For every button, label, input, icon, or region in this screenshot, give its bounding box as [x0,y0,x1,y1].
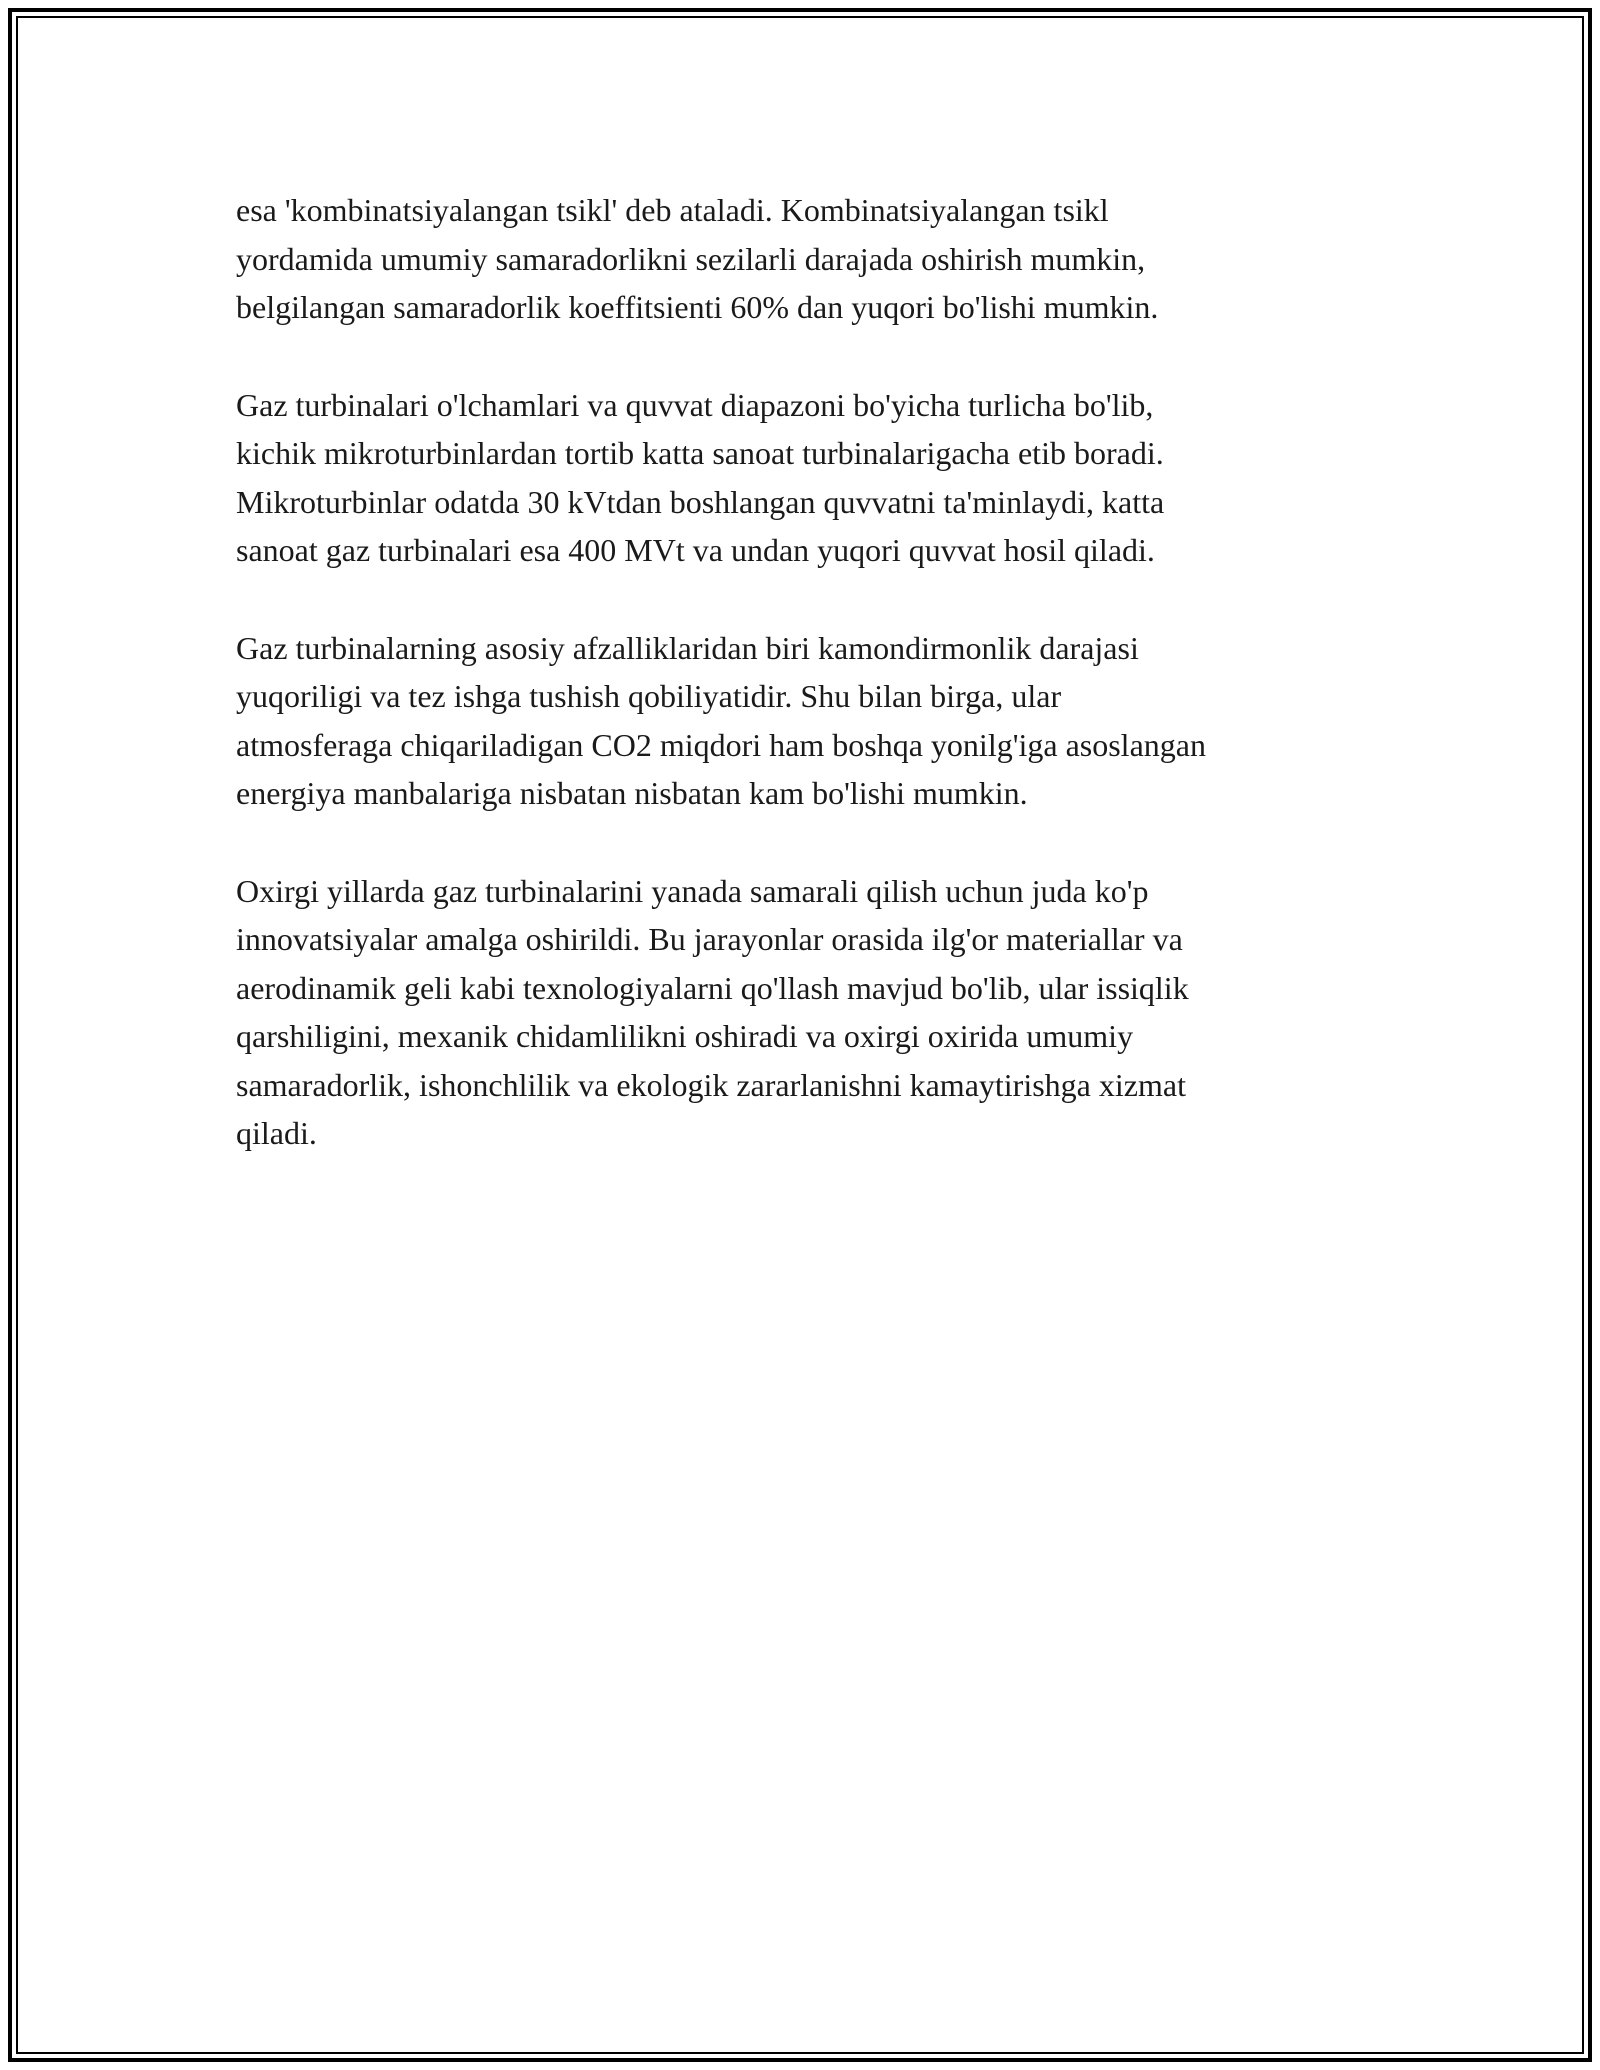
text-line: belgilangan samaradorlik koeffitsienti 60% dan yuqori bo'lishi mumkin. [236,289,1159,325]
text-line: Gaz turbinalari o'lchamlari va quvvat diapazoni bo'yicha turlicha bo'lib, [236,386,1154,423]
text-line: sanoat gaz turbinalari esa 400 MVt va undan yuqori quvvat hosil qiladi. [236,532,1155,568]
text-line: kichik mikroturbinlardan tortib katta sanoat turbinalarigacha etib boradi. [236,435,1164,471]
text-line: yuqoriligi va tez ishga tushish qobiliyatidir. Shu bilan birga, ular [236,678,1062,714]
text-line: samaradorlik, ishonchlilik va ekologik zararlanishni kamaytirishga xizmat [236,1066,1186,1103]
text-line: Oxirgi yillarda gaz turbinalarini yanada samarali qilish uchun juda ko'p [236,872,1149,909]
text-line: qiladi. [236,1115,317,1151]
text-line: qarshiligini, mexanik chidamlilikni oshiradi va oxirgi oxirida umumiy [236,1018,1134,1054]
paragraph-4 [236,867,1366,1158]
text-line: innovatsiyalar amalga oshirildi. Bu jarayonlar orasida ilg'or materiallar va [236,921,1183,957]
paragraph-3 [236,624,1366,818]
paragraph-2 [236,381,1366,575]
paragraph-1 [236,186,1366,332]
text-line: energiya manbalariga nisbatan nisbatan kam bo'lishi mumkin. [236,775,1028,811]
document-body [236,186,1366,1207]
text-line: aerodinamik geli kabi texnologiyalarni qo'llash mavjud bo'lib, ular issiqlik [236,969,1189,1006]
text-line: Mikroturbinlar odatda 30 kVtdan boshlangan quvvatni ta'minlaydi, katta [236,483,1165,520]
text-line: esa 'kombinatsiyalangan tsikl' deb ataladi. Kombinatsiyalangan tsikl [236,192,1109,228]
text-line: atmosferaga chiqariladigan CO2 miqdori ham boshqa yonilg'iga asoslangan [236,726,1206,763]
text-line: yordamida umumiy samaradorlikni sezilarli darajada oshirish mumkin, [236,240,1146,277]
text-line: Gaz turbinalarning asosiy afzalliklaridan biri kamondirmonlik darajasi [236,629,1139,666]
